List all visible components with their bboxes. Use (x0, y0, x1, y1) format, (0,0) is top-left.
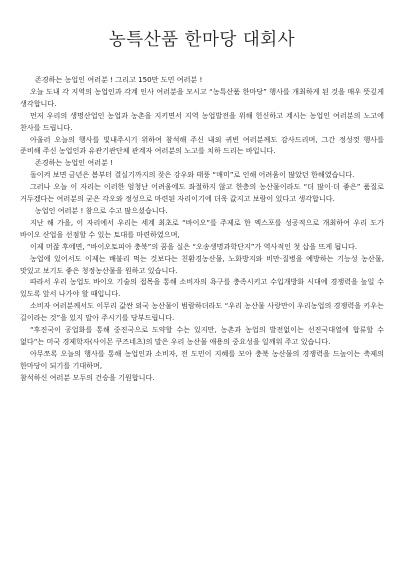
paragraph-opening: 오늘 도내 각 지역의 농업인과 각계 인사 여러분을 모시고 “농특산품 한마당” 행사를 개최하게 된 것을 매우 뜻깊게 생각합니다. (20, 86, 384, 108)
paragraph-greeting-3: 농업인 여러분 ! 참으로 수고 많으셨습니다. (34, 205, 168, 215)
paragraph-hope: 아무쪼록 오늘의 행사를 통해 농업인과 소비자, 전 도민이 지혜를 모아 충북 농산물의 경쟁력을 드높이는 축제의 한마당이 되기를 기대하며, (20, 348, 384, 370)
paragraph-bio-tech: 따라서 우리 농업도 바이오 기술의 접목을 통해 소비자의 욕구를 충족시키고 수입개방화 시대에 경쟁력을 높일 수 있도록 앞서 나가야 할 때입니다. (20, 277, 384, 299)
paragraph-greeting-2: 존경하는 농업인 여러분 ! (34, 158, 114, 168)
paragraph-closing: 참석하신 여러분 모두의 건승을 기원합니다. (20, 372, 155, 382)
paragraph-request: 소비자 여러분께서도 이무리 값싼 외국 농산물이 범람하더라도 “우리 농산물 사랑만이 우리농업의 경쟁력을 키우는 길이라는 것”을 있지 말아 주시기를 당부드립니다. (20, 301, 384, 323)
paragraph-hardship: 돌이켜 보면 금년은 봄부터 결실기까지의 잦은 강우와 태풍 “매미”로 인해 어려움이 많았던 한해였습니다. (29, 170, 355, 180)
paragraph-praise: 먼저 우리의 생명산업인 농업과 농촌을 지키면서 지역 농업발전을 위해 헌신하고 계시는 농업인 여러분의 노고에 찬사를 드립니다. (20, 110, 384, 132)
paragraph-consumer-demand: 농업에 있어서도 이제는 배불리 먹는 것보다는 친환경농산물, 노화방지와 비만·질병을 예방하는 기능성 농산물, 맛있고 보기도 좋은 청정농산물을 원하고 있습니다. (20, 253, 384, 275)
paragraph-thanks: 아울러 오늘의 행사를 빛내주시기 위하여 참석해 주신 내외 귀빈 여러분께도 감사드리며, 그간 정성껏 행사를 준비해 주신 농업인과 유관기관단체 관계자 여러분의 노고를 치하 드리는 바입니다. (20, 134, 384, 156)
paragraph-quote: “후진국이 공업화를 통해 중진국으로 도약할 수는 있지만, 농촌과 농업의 발전없이는 선진국대열에 합류할 수 없다”는 미국 경제학자(사이몬 쿠즈네츠)의 말은 우리 농산물 애용의 중요성을 일깨워 주고 있습니다. (20, 325, 384, 346)
document-body (20, 74, 384, 384)
paragraph-greeting: 존경하는 농업인 여러분 ! 그리고 150만 도민 여러분 ! (34, 75, 203, 84)
paragraph-expo: 지난 해 가을, 이 자리에서 우리는 세계 최초로 “바이오”를 주제로 한 엑스포를 성공적으로 개최하여 우리 도가 바이오 산업을 선점할 수 있는 토대를 마련하였으며, (20, 217, 384, 239)
paragraph-osong: 이제 머잖 후에면, “바이오토피아 충북”의 꿈을 실은 “오송생명과학단지”가 역사적인 첫 삽을 뜨게 됩니다. (29, 241, 358, 251)
document-title: 농특산품 한마당 대회사 (108, 30, 296, 50)
paragraph-resolve: 그러나 오늘 이 자리는 이러한 엄청난 어려움에도 좌절하지 않고 한층의 농산물이라도 “더 많이·더 좋은” 품질로 거두겠다는 여러분의 굳은 각오와 정성으로 마련된 자리이기에 더욱 값지고 보람이 있다고 생각합니다. (20, 182, 384, 204)
